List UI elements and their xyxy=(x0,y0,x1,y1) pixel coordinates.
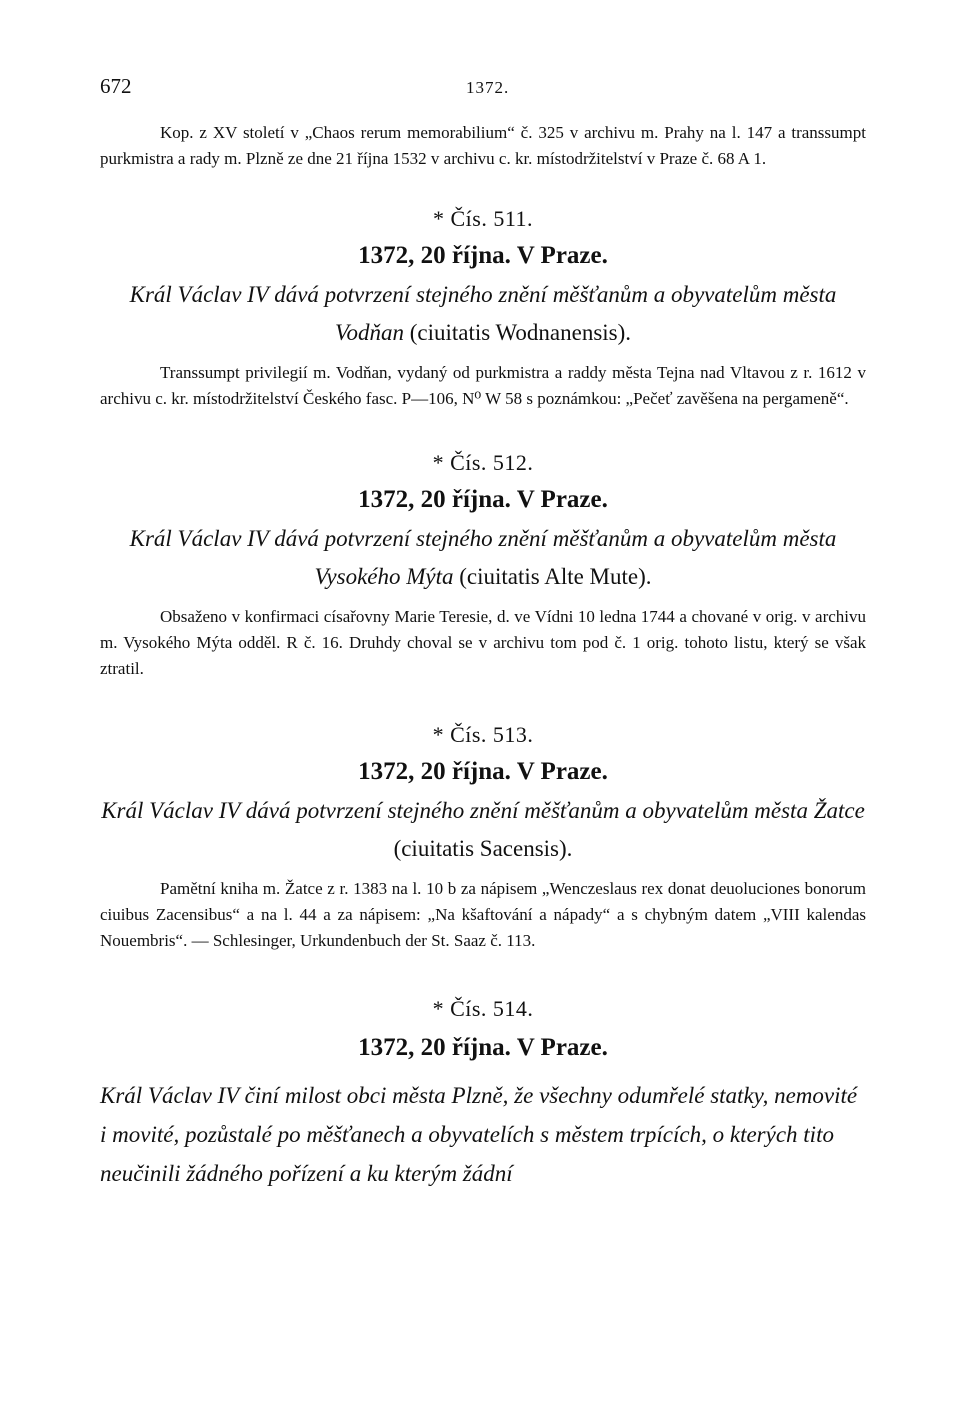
entry-regest xyxy=(100,792,866,868)
document-page xyxy=(100,60,866,1193)
entry-regest xyxy=(100,1076,866,1193)
entry-number: * Čís. 511. xyxy=(432,206,534,231)
entry-511 xyxy=(100,206,866,412)
entry-regest xyxy=(100,276,866,352)
entry-regest xyxy=(100,520,866,596)
entry-note: Obsaženo v konfirmaci císařovny Marie Teresie, d. ve Vídni 10 ledna 1744 a chované v orig. v archivu m. Vysokého Mýta odděl. R č. 16. Druhdy choval se v archivu tom pod č. 1 orig. tohoto listu, který se však ztratil. xyxy=(100,607,866,678)
entry-512 xyxy=(100,450,866,682)
running-year: 1372. xyxy=(466,78,510,97)
regest-italic: Král Václav IV činí milost obci města Plzně, že všechny odumřelé statky, nemovité i movité, pozůstalé po měšťanech a obyvatelích s městem trpících, o kterých tito neučinili žádného pořízení a ku kterým žádní xyxy=(100,1083,858,1186)
entry-number: * Čís. 513. xyxy=(432,722,534,747)
entry-514 xyxy=(100,996,866,1193)
regest-italic: Král Václav IV dává potvrzení stejného znění měšťanům a obyvatelům města Žatce xyxy=(101,798,865,823)
regest-italic: Král Václav IV dává potvrzení stejného znění měšťanům a obyvatelům města Vysokého Mýta xyxy=(129,526,837,589)
regest-plain: (ciuitatis Alte Mute). xyxy=(453,564,652,589)
entry-note: Transsumpt privilegií m. Vodňan, vydaný od purkmistra a raddy města Tejna nad Vltavou z r. 1612 v archivu c. kr. místodržitelství Českého fasc. P—106, N⁰ W 58 s poznámkou: „Pečeť zavěšena na pergameně“. xyxy=(100,363,866,408)
entry-date: 1372, 20 října. V Praze. xyxy=(358,242,608,269)
running-header xyxy=(100,60,866,100)
entry-date: 1372, 20 října. V Praze. xyxy=(358,1034,608,1061)
intro-note: Kop. z XV století v „Chaos rerum memorabilium“ č. 325 v archivu m. Prahy na l. 147 a transsumpt purkmistra a rady m. Plzně ze dne 21 října 1532 v archivu c. kr. místodržitelství v Praze č. 68 A 1. xyxy=(100,123,866,168)
regest-plain: (ciuitatis Sacensis). xyxy=(393,836,573,861)
entry-number: * Čís. 514. xyxy=(432,996,534,1021)
regest-plain: (ciuitatis Wodnanensis). xyxy=(403,320,632,345)
page-number: 672 xyxy=(100,74,132,98)
entry-number: * Čís. 512. xyxy=(432,450,534,475)
regest-italic: Král Václav IV dává potvrzení stejného znění měšťanům a obyvatelům města Vodňan xyxy=(129,282,837,345)
entry-513 xyxy=(100,722,866,954)
entry-note: Pamětní kniha m. Žatce z r. 1383 na l. 10 b za nápisem „Wenczeslaus rex donat deuoluciones bonorum ciuibus Zacensibus“ a na l. 44 a za nápisem: „Na kšaftování a nápady“ a s chybným datem „VIII kalendas Nouembris“. — Schlesinger, Urkundenbuch der St. Saaz č. 113. xyxy=(100,879,866,950)
entry-date: 1372, 20 října. V Praze. xyxy=(358,486,608,513)
entry-date: 1372, 20 října. V Praze. xyxy=(358,758,608,785)
